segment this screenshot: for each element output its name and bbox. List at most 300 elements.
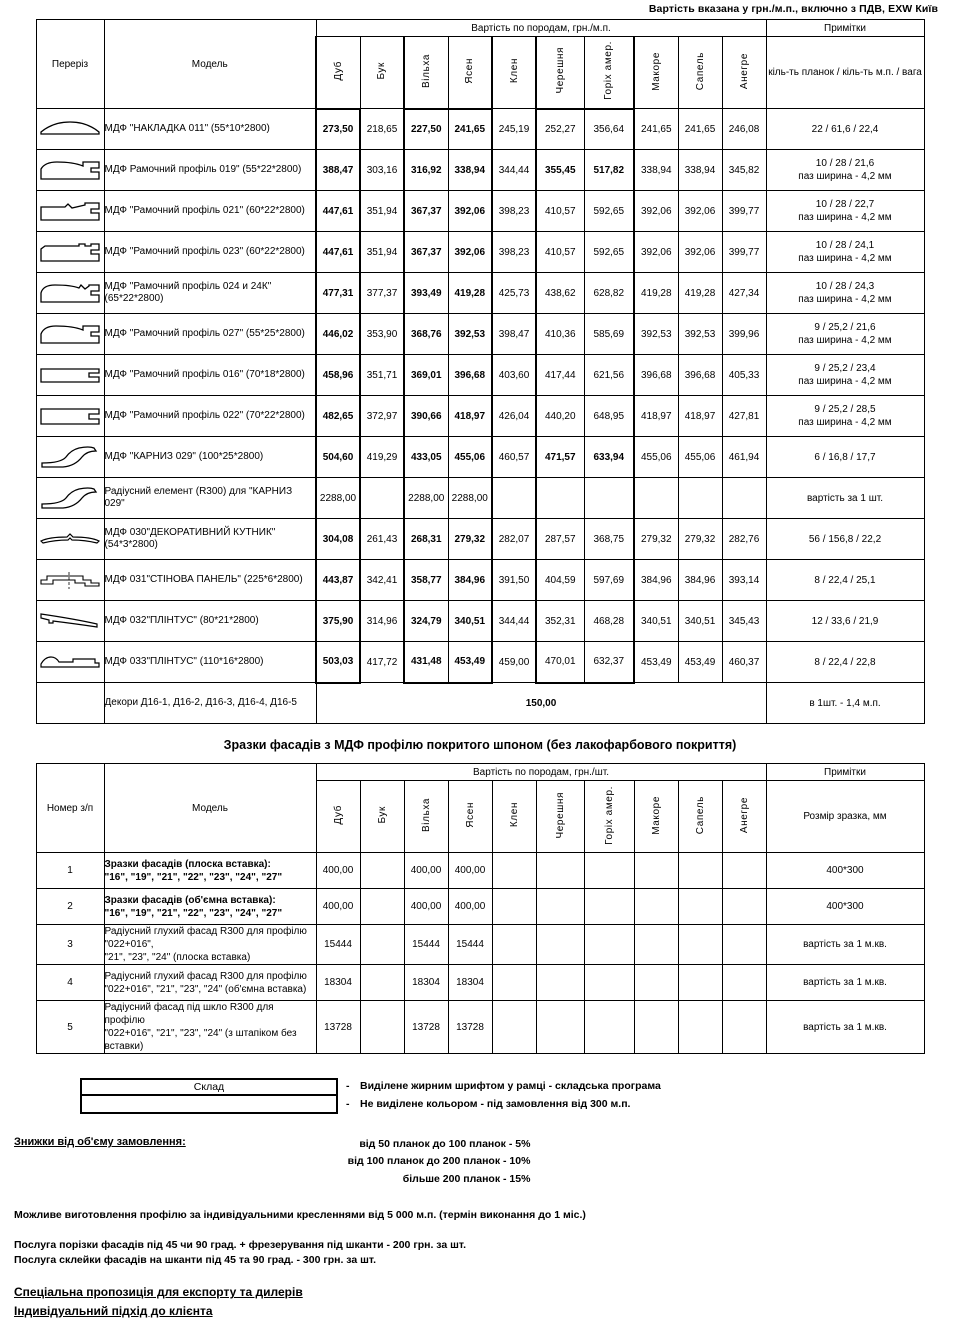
- price-cell: [492, 853, 536, 889]
- price-cell: 418,97: [634, 396, 678, 437]
- price-cell: 453,49: [678, 642, 722, 683]
- price-cell: 345,82: [722, 150, 766, 191]
- table-row: [36, 314, 924, 355]
- price-cell: 2288,00: [316, 478, 360, 519]
- price-cell: 390,66: [404, 396, 448, 437]
- decor-note: в 1шт. - 1,4 м.п.: [766, 683, 924, 724]
- price-cell: [722, 1001, 766, 1054]
- price-cell: 460,37: [722, 642, 766, 683]
- row-model-name: МДФ "Рамочний профіль 024 и 24К" (65*22*2800): [104, 273, 316, 314]
- price-cell: 358,77: [404, 560, 448, 601]
- decor-row: [36, 683, 924, 724]
- price-cell: 399,77: [722, 191, 766, 232]
- price-cell: 398,47: [492, 314, 536, 355]
- price-cell: [536, 853, 584, 889]
- th-species-buk: Бук: [360, 37, 404, 109]
- price-cell: 398,23: [492, 232, 536, 273]
- price-cell: 628,82: [584, 273, 634, 314]
- price-cell: 2288,00: [448, 478, 492, 519]
- price-cell: 455,06: [678, 437, 722, 478]
- price-cell: [492, 478, 536, 519]
- profile-kutnik-030-icon: [36, 519, 104, 560]
- price-cell: 368,75: [584, 519, 634, 560]
- price-cell: [634, 889, 678, 925]
- price-cell: 400,00: [316, 853, 360, 889]
- row-index: 4: [36, 965, 104, 1001]
- table-row: [36, 109, 924, 150]
- price-cell: 377,37: [360, 273, 404, 314]
- profile-ramochny-019-icon: [36, 150, 104, 191]
- price-cell: [678, 478, 722, 519]
- th2-species-buk: Бук: [360, 781, 404, 853]
- th2-species-gorih: Горіх амер.: [584, 781, 634, 853]
- price-cell: 396,68: [634, 355, 678, 396]
- price-cell: 400,00: [404, 889, 448, 925]
- note-service-glue: Послуга склейки фасадів на шканти під 45 та 90 град. - 300 грн. за шт.: [14, 1254, 377, 1267]
- table-row: [36, 150, 924, 191]
- th2-species-yasen: Ясен: [448, 781, 492, 853]
- footer-notes: [0, 1208, 960, 1320]
- price-cell: 351,94: [360, 191, 404, 232]
- row-note: 400*300: [766, 853, 924, 889]
- price-cell: [722, 889, 766, 925]
- price-cell: 352,31: [536, 601, 584, 642]
- row-note: 9 / 25,2 / 28,5 паз ширина - 4,2 мм: [766, 396, 924, 437]
- profile-karniz-029-icon: [36, 437, 104, 478]
- price-cell: 384,96: [448, 560, 492, 601]
- price-cell: 340,51: [448, 601, 492, 642]
- price-cell: 392,06: [634, 191, 678, 232]
- price-cell: [536, 889, 584, 925]
- price-cell: [360, 965, 404, 1001]
- price-cell: [634, 1001, 678, 1054]
- price-cell: 388,47: [316, 150, 360, 191]
- price-cell: 15444: [316, 925, 360, 965]
- price-cell: 419,28: [678, 273, 722, 314]
- price-cell: 392,53: [634, 314, 678, 355]
- price-cell: [360, 1001, 404, 1054]
- price-cell: 410,57: [536, 191, 584, 232]
- row-model-name: МДФ 032"ПЛІНТУС" (80*21*2800): [104, 601, 316, 642]
- price-cell: [584, 478, 634, 519]
- price-cell: 455,06: [448, 437, 492, 478]
- price-cell: 417,72: [360, 642, 404, 683]
- th2-index: Номер з/п: [36, 764, 104, 853]
- price-cell: 453,49: [634, 642, 678, 683]
- price-cell: 356,64: [584, 109, 634, 150]
- th2-species-makore: Макоре: [634, 781, 678, 853]
- price-cell: 410,36: [536, 314, 584, 355]
- price-cell: 13728: [448, 1001, 492, 1054]
- price-cell: 648,95: [584, 396, 634, 437]
- th2-species-vilha: Вільха: [404, 781, 448, 853]
- price-cell: 241,65: [448, 109, 492, 150]
- price-cell: 398,23: [492, 191, 536, 232]
- price-cell: 633,94: [584, 437, 634, 478]
- facade-samples-title: Зразки фасадів з МДФ профілю покритого шпоном (без лакофарбового покриття): [223, 738, 737, 752]
- table-row: [36, 232, 924, 273]
- legend-line-stock: [346, 1078, 661, 1096]
- price-cell: 338,94: [448, 150, 492, 191]
- row-model-name: МДФ "НАКЛАДКА 011" (55*10*2800): [104, 109, 316, 150]
- price-cell: 597,69: [584, 560, 634, 601]
- price-cell: 282,76: [722, 519, 766, 560]
- row-index: 1: [36, 853, 104, 889]
- row-model-name: МДФ "Рамочний профіль 023" (60*22*2800): [104, 232, 316, 273]
- profile-ramochny-024-icon: [36, 273, 104, 314]
- price-cell: 18304: [316, 965, 360, 1001]
- row-model-name: МДФ "Рамочний профіль 027" (55*25*2800): [104, 314, 316, 355]
- legend-box-order: [82, 1096, 336, 1112]
- price-cell: 372,97: [360, 396, 404, 437]
- price-cell: [492, 925, 536, 965]
- price-cell: 426,04: [492, 396, 536, 437]
- price-cell: [536, 1001, 584, 1054]
- profile-plintus-033-icon: [36, 642, 104, 683]
- th2-species-sapel: Сапель: [678, 781, 722, 853]
- price-cell: 400,00: [404, 853, 448, 889]
- th-species-makore: Макоре: [634, 37, 678, 109]
- row-model-name: МДФ "Рамочний профіль 016" (70*18*2800): [104, 355, 316, 396]
- price-cell: 400,00: [448, 853, 492, 889]
- price-cell: [584, 1001, 634, 1054]
- price-cell: 392,06: [678, 232, 722, 273]
- price-cell: 400,00: [448, 889, 492, 925]
- th-notes-band: Примітки: [766, 20, 924, 37]
- row-model-name: Радіусний фасад під шкло R300 для профілю "022+016", "21", "23", "24" (з штапіком без вставки): [104, 1001, 316, 1054]
- price-cell: 314,96: [360, 601, 404, 642]
- th-species-chereshnya: Черешня: [536, 37, 584, 109]
- price-cell: 268,31: [404, 519, 448, 560]
- discounts-title: Знижки від об'єму замовлення:: [14, 1136, 186, 1148]
- price-cell: 392,06: [448, 232, 492, 273]
- price-cell: 18304: [404, 965, 448, 1001]
- table-row: [36, 396, 924, 437]
- table-row: [36, 478, 924, 519]
- decor-price: 150,00: [316, 683, 766, 724]
- price-cell: [584, 925, 634, 965]
- row-model-name: МДФ 030"ДЕКОРАТИВНИЙ КУТНИК" (54*3*2800): [104, 519, 316, 560]
- row-model-name: МДФ "Рамочний профіль 021" (60*22*2800): [104, 191, 316, 232]
- discounts-section: [0, 1136, 960, 1188]
- price-cell: [360, 853, 404, 889]
- row-model-name: МДФ 031"СТІНОВА ПАНЕЛЬ" (225*6*2800): [104, 560, 316, 601]
- discounts-list: [280, 1136, 530, 1188]
- price-cell: 459,00: [492, 642, 536, 683]
- row-note: 9 / 25,2 / 23,4 паз ширина - 4,2 мм: [766, 355, 924, 396]
- price-cell: 477,31: [316, 273, 360, 314]
- th-species-anegre: Анегре: [722, 37, 766, 109]
- table-row: [36, 601, 924, 642]
- price-cell: [634, 853, 678, 889]
- price-cell: 340,51: [634, 601, 678, 642]
- table-row: [36, 519, 924, 560]
- price-cell: 393,14: [722, 560, 766, 601]
- legend-line-order: [346, 1096, 661, 1114]
- price-cell: 592,65: [584, 232, 634, 273]
- price-cell: 324,79: [404, 601, 448, 642]
- row-model-name: МДФ "Рамочний профіль 022" (70*22*2800): [104, 396, 316, 437]
- price-cell: 344,44: [492, 150, 536, 191]
- table-row: [36, 642, 924, 683]
- price-cell: 417,44: [536, 355, 584, 396]
- row-model-name: МДФ Рамочний профіль 019" (55*22*2800): [104, 150, 316, 191]
- th-species-vilha: Вільха: [404, 37, 448, 109]
- table-row: [36, 889, 924, 925]
- row-model-name: Радіусний глухий фасад R300 для профілю "022+016", "21", "23", "24" (об'ємна вставка): [104, 965, 316, 1001]
- price-cell: 227,50: [404, 109, 448, 150]
- profile-ramochny-023-icon: [36, 232, 104, 273]
- profile-panel-031-icon: [36, 560, 104, 601]
- price-cell: 400,00: [316, 889, 360, 925]
- table-row: [36, 965, 924, 1001]
- note-custom-order: Можливе виготовлення профілю за індивідуальними кресленнями від 5 000 м.п. (термін виконання до 1 міс.): [14, 1208, 586, 1221]
- price-cell: 396,68: [678, 355, 722, 396]
- price-cell: 621,56: [584, 355, 634, 396]
- row-note: 8 / 22,4 / 25,1: [766, 560, 924, 601]
- price-cell: 13728: [404, 1001, 448, 1054]
- price-cell: [584, 853, 634, 889]
- th2-species-chereshnya: Черешня: [536, 781, 584, 853]
- price-cell: 384,96: [678, 560, 722, 601]
- th2-notes-sub: Розмір зразка, мм: [766, 781, 924, 853]
- price-cell: 399,96: [722, 314, 766, 355]
- price-cell: 241,65: [678, 109, 722, 150]
- price-cell: 392,06: [634, 232, 678, 273]
- price-cell: [536, 478, 584, 519]
- price-caption: Вартість вказана у грн./м.п., включно з ПДВ, EXW Київ: [648, 3, 938, 15]
- row-note: 6 / 16,8 / 17,7: [766, 437, 924, 478]
- price-cell: 367,37: [404, 232, 448, 273]
- price-cell: [722, 925, 766, 965]
- price-cell: 440,20: [536, 396, 584, 437]
- price-cell: 353,90: [360, 314, 404, 355]
- table-row: [36, 355, 924, 396]
- price-cell: 403,60: [492, 355, 536, 396]
- th-species-gorih: Горіх амер.: [584, 37, 634, 109]
- legend-box-stock: Склад: [82, 1080, 336, 1096]
- price-cell: [634, 965, 678, 1001]
- price-cell: 303,16: [360, 150, 404, 191]
- price-cell: 455,06: [634, 437, 678, 478]
- price-cell: 241,65: [634, 109, 678, 150]
- row-note: 10 / 28 / 22,7 паз ширина - 4,2 мм: [766, 191, 924, 232]
- th-notes-sub: кіль-ть планок / кіль-ть м.п. / вага: [766, 37, 924, 109]
- price-cell: 279,32: [678, 519, 722, 560]
- profile-radius-karniz-icon: [36, 478, 104, 519]
- price-cell: 460,57: [492, 437, 536, 478]
- price-cell: 368,76: [404, 314, 448, 355]
- price-cell: 410,57: [536, 232, 584, 273]
- note-special-export: Спеціальна пропозиція для експорту та дилерів: [14, 1285, 303, 1300]
- price-cell: 517,82: [584, 150, 634, 191]
- price-cell: [536, 965, 584, 1001]
- price-cell: 418,97: [678, 396, 722, 437]
- price-cell: 458,96: [316, 355, 360, 396]
- price-cell: [584, 965, 634, 1001]
- price-cell: 344,44: [492, 601, 536, 642]
- profile-plintus-032-icon: [36, 601, 104, 642]
- row-model-name: Зразки фасадів (плоска вставка): "16", "19", "21", "22", "23", "24", "27": [104, 853, 316, 889]
- price-cell: 279,32: [634, 519, 678, 560]
- price-cell: 351,71: [360, 355, 404, 396]
- price-cell: [536, 925, 584, 965]
- price-cell: 316,92: [404, 150, 448, 191]
- price-cell: 427,81: [722, 396, 766, 437]
- th-species-yasen: Ясен: [448, 37, 492, 109]
- th-section: Переріз: [36, 20, 104, 109]
- price-cell: 453,49: [448, 642, 492, 683]
- price-cell: [722, 478, 766, 519]
- price-cell: 15444: [404, 925, 448, 965]
- row-note: вартість за 1 м.кв.: [766, 925, 924, 965]
- note-service-cut: Послуга порізки фасадів під 45 чи 90 град. + фрезерування під шканти - 200 грн. за шт.: [14, 1238, 467, 1251]
- th2-notes-band: Примітки: [766, 764, 924, 781]
- price-cell: 367,37: [404, 191, 448, 232]
- price-cell: 431,48: [404, 642, 448, 683]
- price-cell: [678, 889, 722, 925]
- price-cell: 468,28: [584, 601, 634, 642]
- row-model-name: Радіусний глухий фасад R300 для профілю "022+016", "21", "23", "24" (плоска вставка): [104, 925, 316, 965]
- row-model-name: МДФ "КАРНИЗ 029" (100*25*2800): [104, 437, 316, 478]
- table-row: [36, 273, 924, 314]
- price-cell: 419,28: [634, 273, 678, 314]
- price-cell: 338,94: [634, 150, 678, 191]
- legend-dash-2: -: [346, 1098, 350, 1110]
- price-cell: 392,06: [448, 191, 492, 232]
- profile-ramochny-016-icon: [36, 355, 104, 396]
- row-note: 400*300: [766, 889, 924, 925]
- row-index: 5: [36, 1001, 104, 1054]
- row-note: 22 / 61,6 / 22,4: [766, 109, 924, 150]
- row-model-name: Зразки фасадів (об'ємна вставка): "16", "19", "21", "22", "23", "24", "27": [104, 889, 316, 925]
- price-cell: [492, 965, 536, 1001]
- profiles-price-table: [36, 19, 925, 724]
- price-cell: 447,61: [316, 232, 360, 273]
- th2-species-band: Вартість по породам, грн./шт.: [316, 764, 766, 781]
- row-note: вартість за 1 м.кв.: [766, 1001, 924, 1054]
- price-cell: 393,49: [404, 273, 448, 314]
- price-cell: 482,65: [316, 396, 360, 437]
- th2-species-dub: Дуб: [316, 781, 360, 853]
- price-cell: 245,19: [492, 109, 536, 150]
- price-cell: [722, 853, 766, 889]
- row-note: 9 / 25,2 / 21,6 паз ширина - 4,2 мм: [766, 314, 924, 355]
- price-cell: 399,77: [722, 232, 766, 273]
- price-cell: [678, 965, 722, 1001]
- price-cell: 340,51: [678, 601, 722, 642]
- price-cell: 471,57: [536, 437, 584, 478]
- row-note: 56 / 156,8 / 22,2: [766, 519, 924, 560]
- price-cell: 438,62: [536, 273, 584, 314]
- price-cell: 279,32: [448, 519, 492, 560]
- legend-boxes: [80, 1078, 338, 1114]
- th-species-dub: Дуб: [316, 37, 360, 109]
- price-cell: 470,01: [536, 642, 584, 683]
- legend-dash-1: -: [346, 1080, 350, 1092]
- price-cell: [678, 1001, 722, 1054]
- price-cell: [584, 889, 634, 925]
- row-note: 10 / 28 / 24,3 паз ширина - 4,2 мм: [766, 273, 924, 314]
- decor-model-name: Декори Д16-1, Д16-2, Д16-3, Д16-4, Д16-5: [104, 683, 316, 724]
- legend-text-1: Виділене жирним шрифтом у рамці - складська програма: [360, 1080, 661, 1092]
- legend-text-2: Не виділене кольором - під замовлення від 300 м.п.: [360, 1098, 631, 1110]
- price-cell: 392,53: [678, 314, 722, 355]
- price-cell: 392,06: [678, 191, 722, 232]
- price-cell: 345,43: [722, 601, 766, 642]
- price-cell: 392,53: [448, 314, 492, 355]
- row-note: 10 / 28 / 21,6 паз ширина - 4,2 мм: [766, 150, 924, 191]
- price-cell: 396,68: [448, 355, 492, 396]
- th2-species-anegre: Анегре: [722, 781, 766, 853]
- price-cell: 384,96: [634, 560, 678, 601]
- price-cell: 246,08: [722, 109, 766, 150]
- row-note: 8 / 22,4 / 22,8: [766, 642, 924, 683]
- th2-model: Модель: [104, 764, 316, 853]
- th-model: Модель: [104, 20, 316, 109]
- price-cell: 443,87: [316, 560, 360, 601]
- price-cell: [492, 1001, 536, 1054]
- price-cell: 273,50: [316, 109, 360, 150]
- price-cell: 261,43: [360, 519, 404, 560]
- price-cell: 304,08: [316, 519, 360, 560]
- note-special-client: Індивідуальний підхід до клієнта: [14, 1303, 213, 1318]
- price-cell: 404,59: [536, 560, 584, 601]
- row-note: вартість за 1 м.кв.: [766, 965, 924, 1001]
- price-cell: 592,65: [584, 191, 634, 232]
- price-cell: 446,02: [316, 314, 360, 355]
- decor-shape-empty: [36, 683, 104, 724]
- price-cell: 218,65: [360, 109, 404, 150]
- price-cell: [360, 889, 404, 925]
- facade-samples-table: [36, 763, 925, 1054]
- price-cell: [360, 478, 404, 519]
- price-cell: 355,45: [536, 150, 584, 191]
- price-cell: [634, 925, 678, 965]
- price-cell: 351,94: [360, 232, 404, 273]
- profile-ramochny-021-icon: [36, 191, 104, 232]
- price-cell: 282,07: [492, 519, 536, 560]
- table-row: [36, 853, 924, 889]
- th-species-sapel: Сапель: [678, 37, 722, 109]
- price-cell: [360, 925, 404, 965]
- row-index: 3: [36, 925, 104, 965]
- price-cell: 391,50: [492, 560, 536, 601]
- price-cell: 461,94: [722, 437, 766, 478]
- price-cell: [678, 853, 722, 889]
- discount-item: більше 200 планок - 15%: [402, 1172, 531, 1185]
- price-cell: 2288,00: [404, 478, 448, 519]
- price-cell: 503,03: [316, 642, 360, 683]
- price-cell: 18304: [448, 965, 492, 1001]
- price-cell: 427,34: [722, 273, 766, 314]
- th-species-klen: Клен: [492, 37, 536, 109]
- legend-section: [0, 1078, 960, 1114]
- table-row: [36, 1001, 924, 1054]
- th-species-band: Вартість по породам, грн./м.п.: [316, 20, 766, 37]
- price-cell: 15444: [448, 925, 492, 965]
- discount-item: від 100 планок до 200 планок - 10%: [347, 1155, 531, 1168]
- profile-nakladka-011-icon: [36, 109, 104, 150]
- price-cell: 504,60: [316, 437, 360, 478]
- row-note: 10 / 28 / 24,1 паз ширина - 4,2 мм: [766, 232, 924, 273]
- row-note: вартість за 1 шт.: [766, 478, 924, 519]
- price-cell: [634, 478, 678, 519]
- price-cell: 419,28: [448, 273, 492, 314]
- row-model-name: МДФ 033"ПЛІНТУС" (110*16*2800): [104, 642, 316, 683]
- price-cell: [492, 889, 536, 925]
- price-cell: 447,61: [316, 191, 360, 232]
